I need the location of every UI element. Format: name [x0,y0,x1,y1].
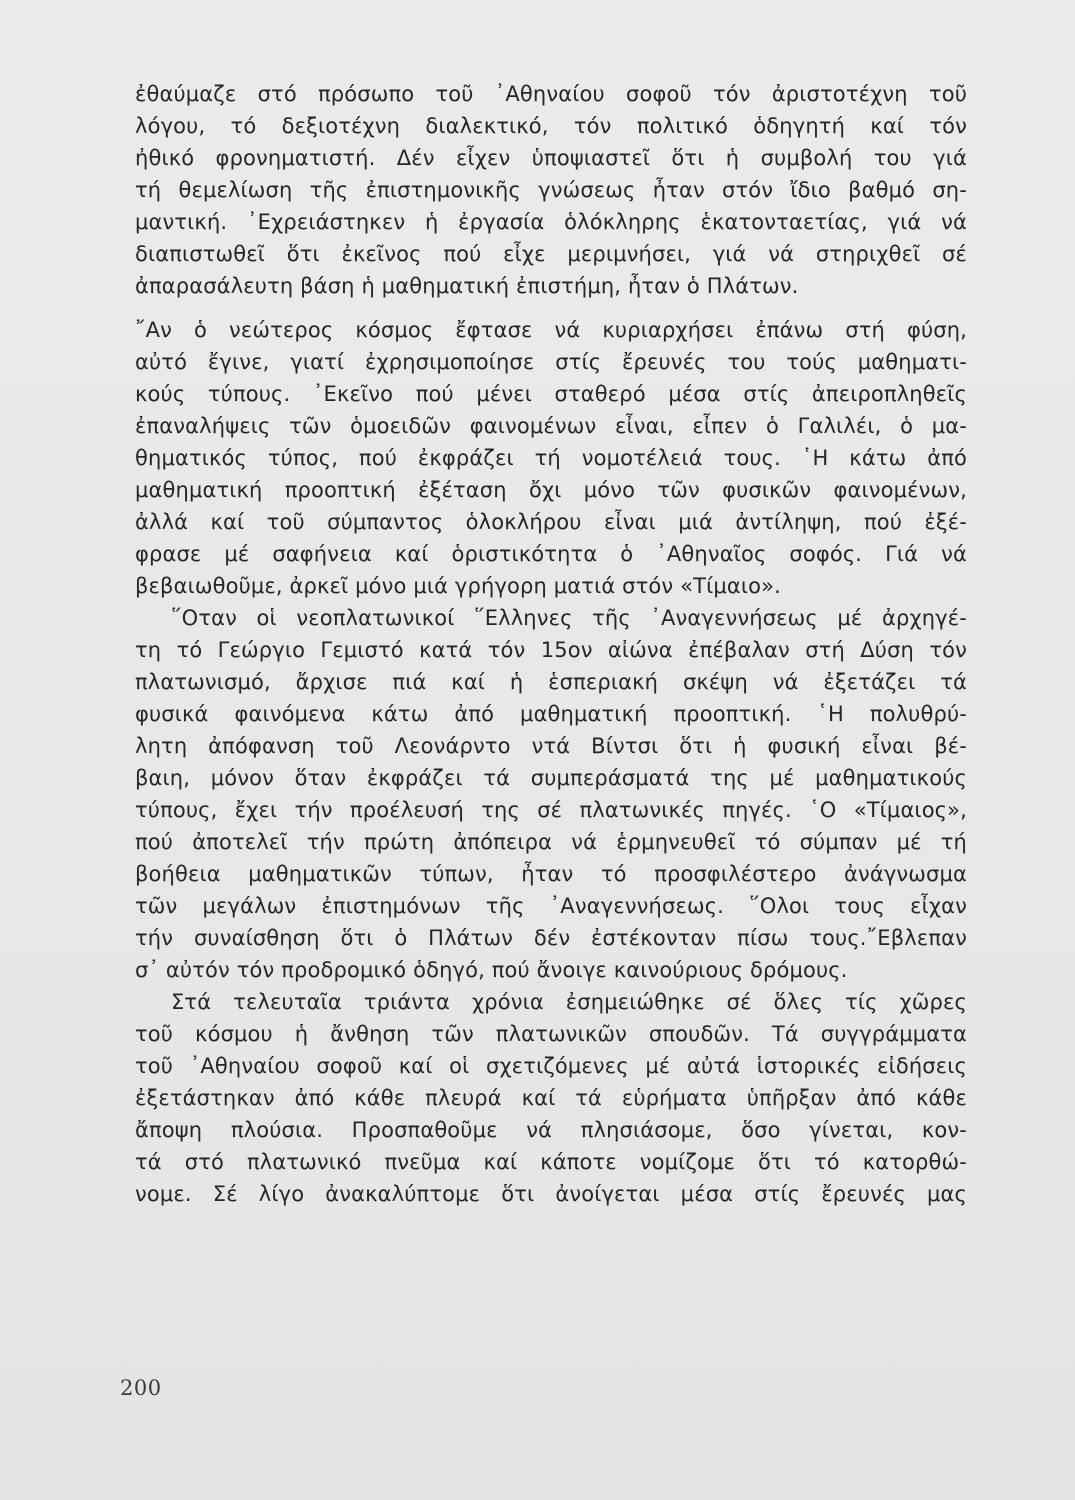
text-line: σ᾿ αὐτόν τόν προδρομικό ὁδηγό, πού ἄνοιγε καινούριους δρόμους. [135,958,848,982]
text-line: ῞Οταν οἱ νεοπλατωνικοί ῞Ελληνες τῆς ᾿Αναγεννήσεως μέ ἀρχηγέ- [171,606,967,630]
text-line: λητη ἀπόφανση τοῦ Λεονάρντο ντά Βίντσι ὅτι ἡ φυσική εἶναι βέ- [135,734,967,758]
text-line: πλατωνισμό, ἄρχισε πιά καί ἡ ἑσπεριακή σκέψη νά ἐξετάζει τά [135,670,967,694]
paragraph-2 [135,314,967,602]
text-line: διαπιστωθεῖ ὅτι ἐκεῖνος πού εἶχε μεριμνήσει, γιά νά στηριχθεῖ σέ [135,242,967,266]
text-line: θηματικός τύπος, πού ἐκφράζει τή νομοτέλειά τους. ῾Η κάτω ἀπό [135,446,967,470]
text-line: ἐπαναλήψεις τῶν ὁμοειδῶν φαινομένων εἶναι, εἶπεν ὁ Γαλιλέι, ὁ μα- [135,414,967,438]
text-line: βαιη, μόνον ὅταν ἐκφράζει τά συμπεράσματά της μέ μαθηματικούς [135,766,967,790]
paragraph-4 [135,986,967,1210]
text-line: κούς τύπους. ᾿Εκεῖνο πού μένει σταθερό μέσα στίς ἀπειροπληθεῖς [135,382,967,406]
text-line: τοῦ ᾿Αθηναίου σοφοῦ καί οἱ σχετιζόμενες μέ αὐτά ἱστορικές εἰδήσεις [135,1054,967,1078]
text-line: ἠθικό φρονηματιστή. Δέν εἶχεν ὑποψιαστεῖ ὅτι ἡ συμβολή του γιά [135,146,967,170]
text-line: βοήθεια μαθηματικῶν τύπων, ἦταν τό προσφιλέστερο ἀνάγνωσμα [135,862,967,886]
text-line: τῶν μεγάλων ἐπιστημόνων τῆς ᾿Αναγεννήσεως. ῞Ολοι τους εἶχαν [135,894,967,918]
text-line: τήν συναίσθηση ὅτι ὁ Πλάτων δέν ἐστέκονταν πίσω τους.῎Εβλεπαν [135,926,967,950]
page-number: 200 [120,1376,162,1400]
text-line: βεβαιωθοῦμε, ἀρκεῖ μόνο μιά γρήγορη ματιά στόν «Τίμαιο». [135,574,781,598]
text-line: τύπους, ἔχει τήν προέλευσή της σέ πλατωνικές πηγές. ῾Ο «Τίμαιος», [135,798,967,822]
body-text [135,78,967,1210]
text-line: ῎Αν ὁ νεώτερος κόσμος ἔφτασε νά κυριαρχήσει ἐπάνω στή φύση, [135,318,967,342]
paragraph-gap [135,302,967,314]
text-line: πού ἀποτελεῖ τήν πρώτη ἀπόπειρα νά ἑρμηνευθεῖ τό σύμπαν μέ τή [135,830,967,854]
paragraph-3 [135,602,967,986]
text-line: λόγου, τό δεξιοτέχνη διαλεκτικό, τόν πολιτικό ὁδηγητή καί τόν [135,114,967,138]
text-line: νομε. Σέ λίγο ἀνακαλύπτομε ὅτι ἀνοίγεται μέσα στίς ἔρευνές μας [135,1182,967,1206]
paragraph-1 [135,78,967,302]
text-line: ἀλλά καί τοῦ σύμπαντος ὁλοκλήρου εἶναι μιά ἀντίληψη, πού ἐξέ- [135,510,967,534]
text-line: τή θεμελίωση τῆς ἐπιστημονικῆς γνώσεως ἦταν στόν ἴδιο βαθμό ση- [135,178,967,202]
text-line: ἐθαύμαζε στό πρόσωπο τοῦ ᾿Αθηναίου σοφοῦ τόν ἀριστοτέχνη τοῦ [135,82,967,106]
text-line: τη τό Γεώργιο Γεμιστό κατά τόν 15ον αἰώνα ἐπέβαλαν στή Δύση τόν [135,638,967,662]
text-line: ἀπαρασάλευτη βάση ἡ μαθηματική ἐπιστήμη, ἦταν ὁ Πλάτων. [135,274,799,298]
text-line: ἐξετάστηκαν ἀπό κάθε πλευρά καί τά εὑρήματα ὑπῆρξαν ἀπό κάθε [135,1086,967,1110]
text-line: αὐτό ἔγινε, γιατί ἐχρησιμοποίησε στίς ἔρευνές του τούς μαθηματι- [135,350,967,374]
text-line: Στά τελευταῖα τριάντα χρόνια ἐσημειώθηκε σέ ὅλες τίς χῶρες [171,990,967,1014]
text-line: ἄποψη πλούσια. Προσπαθοῦμε νά πλησιάσομε, ὅσο γίνεται, κον- [135,1118,967,1142]
text-line: φυσικά φαινόμενα κάτω ἀπό μαθηματική προοπτική. ῾Η πολυθρύ- [135,702,967,726]
text-line: τά στό πλατωνικό πνεῦμα καί κάποτε νομίζομε ὅτι τό κατορθώ- [135,1150,967,1174]
text-line: μαθηματική προοπτική ἐξέταση ὄχι μόνο τῶν φυσικῶν φαινομένων, [135,478,967,502]
text-line: τοῦ κόσμου ἡ ἄνθηση τῶν πλατωνικῶν σπουδῶν. Τά συγγράμματα [135,1022,967,1046]
text-line: μαντική. ᾿Εχρειάστηκεν ἡ ἐργασία ὁλόκληρης ἑκατονταετίας, γιά νά [135,210,967,234]
text-line: φρασε μέ σαφήνεια καί ὁριστικότητα ὁ ᾿Αθηναῖος σοφός. Γιά νά [135,542,967,566]
